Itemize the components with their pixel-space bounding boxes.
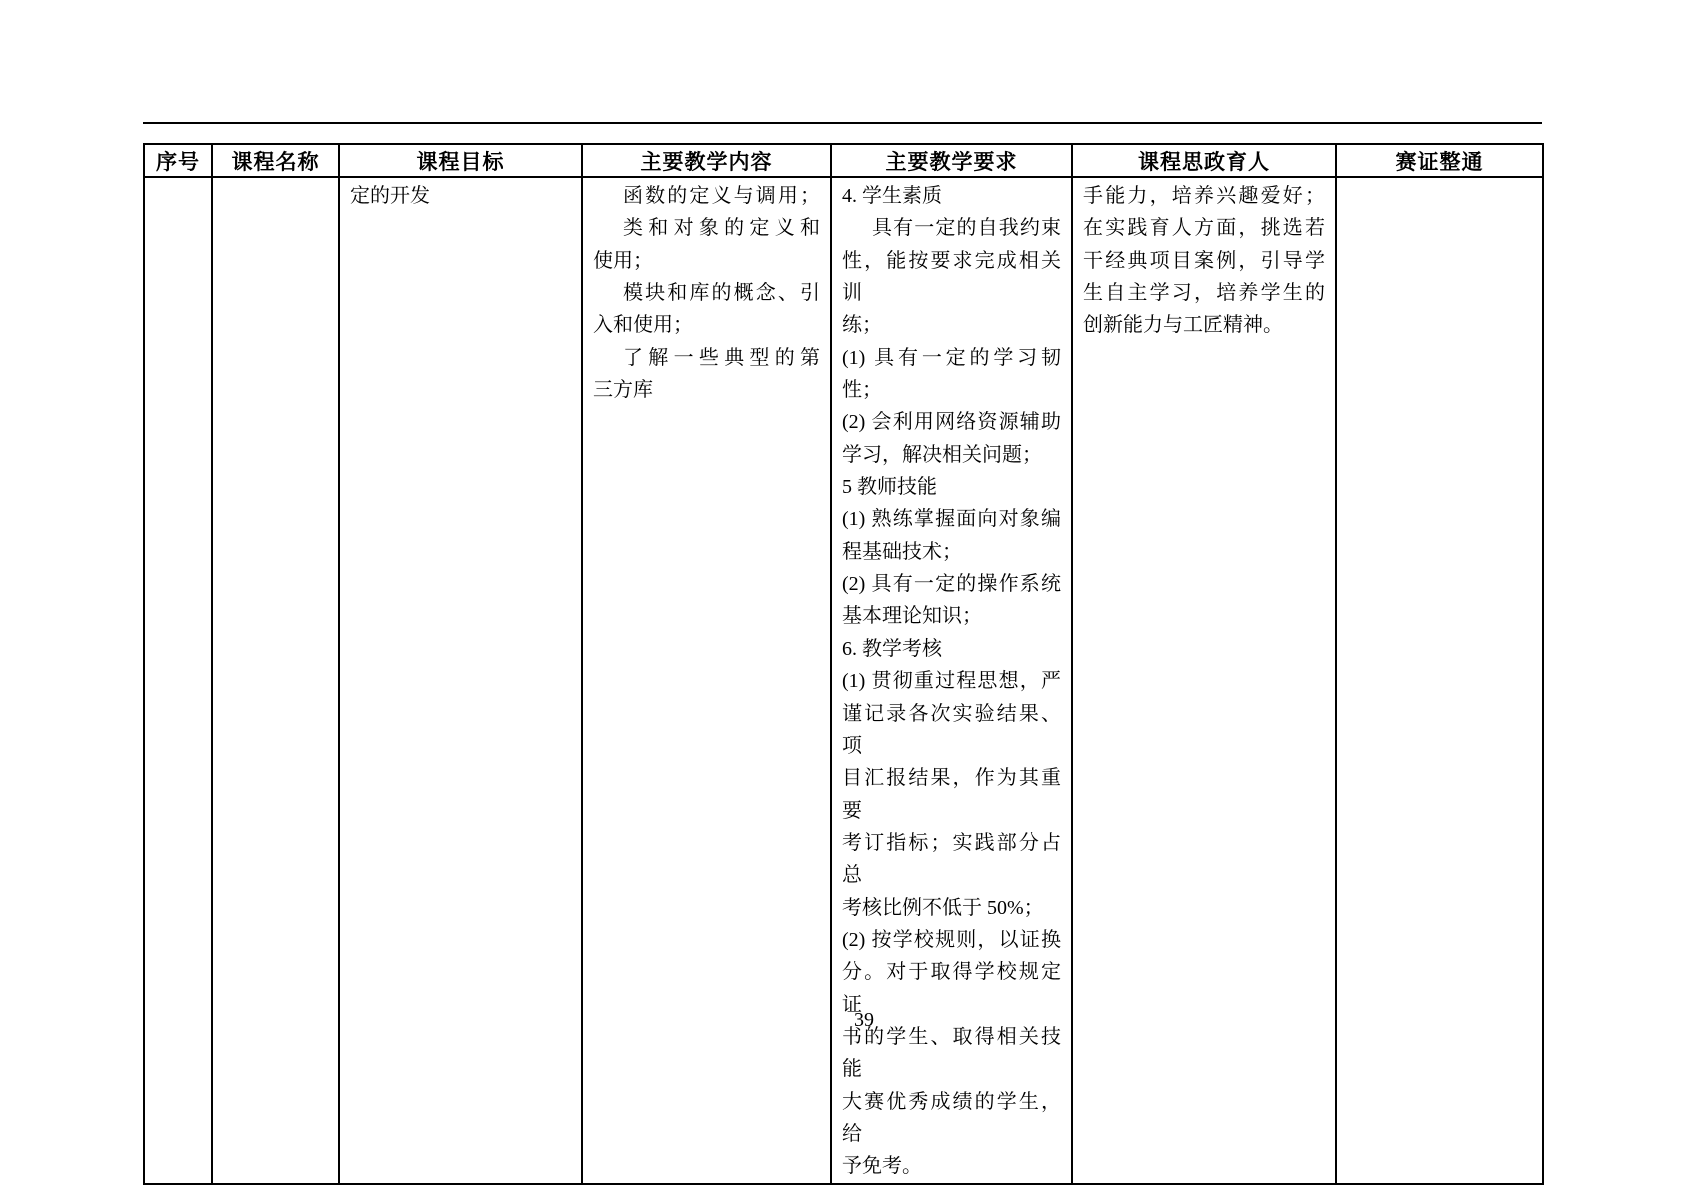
page-number: 39 (854, 1009, 874, 1031)
text-line: 5 教师技能 (842, 476, 937, 499)
table-body-row (144, 177, 1543, 1184)
text-line: 基本理论知识； (842, 605, 982, 628)
text-line: 考订指标；实践部分占总 (842, 831, 1061, 887)
text-line: 函数的定义与调用； (623, 185, 820, 207)
text-line: (1) 具有一定的学习韧 (842, 346, 1061, 369)
cell-objectives (339, 177, 582, 1184)
col-header-seq: 序号 (144, 144, 212, 177)
col-header-teaching-requirements: 主要教学要求 (831, 144, 1072, 177)
col-header-certification: 赛证整通 (1336, 144, 1543, 177)
text-line: (1) 贯彻重过程思想，严 (842, 670, 1061, 693)
text-line: 性，能按要求完成相关训 (842, 249, 1061, 305)
text-line: 性； (842, 379, 882, 402)
text-line: 谨记录各次实验结果、项 (842, 702, 1061, 757)
text-line: 类和对象的定义和 (623, 217, 820, 240)
text-line: 书的学生、取得相关技能 (842, 1025, 1061, 1081)
text-line: 予免考。 (842, 1155, 922, 1178)
cell-ideology (1072, 177, 1336, 1184)
cell-certification (1336, 177, 1543, 1184)
text-line: 手能力，培养兴趣爱好； (1083, 185, 1325, 207)
text-line: 具有一定的自我约束 (872, 217, 1061, 240)
text-line: 使用； (593, 249, 653, 272)
text-line: 入和使用； (593, 314, 693, 337)
text-line: 考核比例不低于 50%； (842, 896, 1044, 919)
cell-seq (144, 177, 212, 1184)
text-line: 6. 教学考核 (842, 637, 942, 660)
col-header-course-name: 课程名称 (212, 144, 339, 177)
text-line: 三方库 (593, 379, 653, 402)
text-line: 模块和库的概念、引 (623, 282, 820, 305)
table-header-row (144, 144, 1543, 177)
header-rule (143, 122, 1542, 124)
cell-course-name (212, 177, 339, 1184)
text-line: 程基础技术； (842, 540, 962, 563)
col-header-objectives: 课程目标 (339, 144, 582, 177)
text-line: (2) 会利用网络资源辅助 (842, 411, 1061, 434)
col-header-teaching-content: 主要教学内容 (582, 144, 831, 177)
text-line: (2) 具有一定的操作系统 (842, 573, 1061, 596)
text-line: 了解一些典型的第 (623, 346, 820, 369)
text-line: 创新能力与工匠精神。 (1083, 314, 1283, 337)
text-line: 分。对于取得学校规定证 (842, 961, 1061, 1016)
text-line: (2) 按学校规则，以证换 (842, 928, 1061, 951)
col-header-ideology: 课程思政育人 (1072, 144, 1336, 177)
cell-teaching-content (582, 177, 831, 1184)
text-line: (1) 熟练掌握面向对象编 (842, 508, 1061, 531)
text-line: 定的开发 (350, 185, 430, 207)
text-line: 练； (842, 314, 882, 337)
curriculum-table (143, 143, 1544, 1185)
text-line: 4. 学生素质 (842, 185, 942, 207)
cell-teaching-requirements (831, 177, 1072, 1184)
text-line: 目汇报结果，作为其重要 (842, 767, 1061, 822)
text-line: 在实践育人方面，挑选若 (1083, 217, 1325, 240)
text-line: 生自主学习，培养学生的 (1083, 282, 1325, 305)
text-line: 干经典项目案例，引导学 (1083, 249, 1325, 272)
text-line: 大赛优秀成绩的学生，给 (842, 1090, 1061, 1145)
text-line: 学习，解决相关问题； (842, 443, 1042, 466)
